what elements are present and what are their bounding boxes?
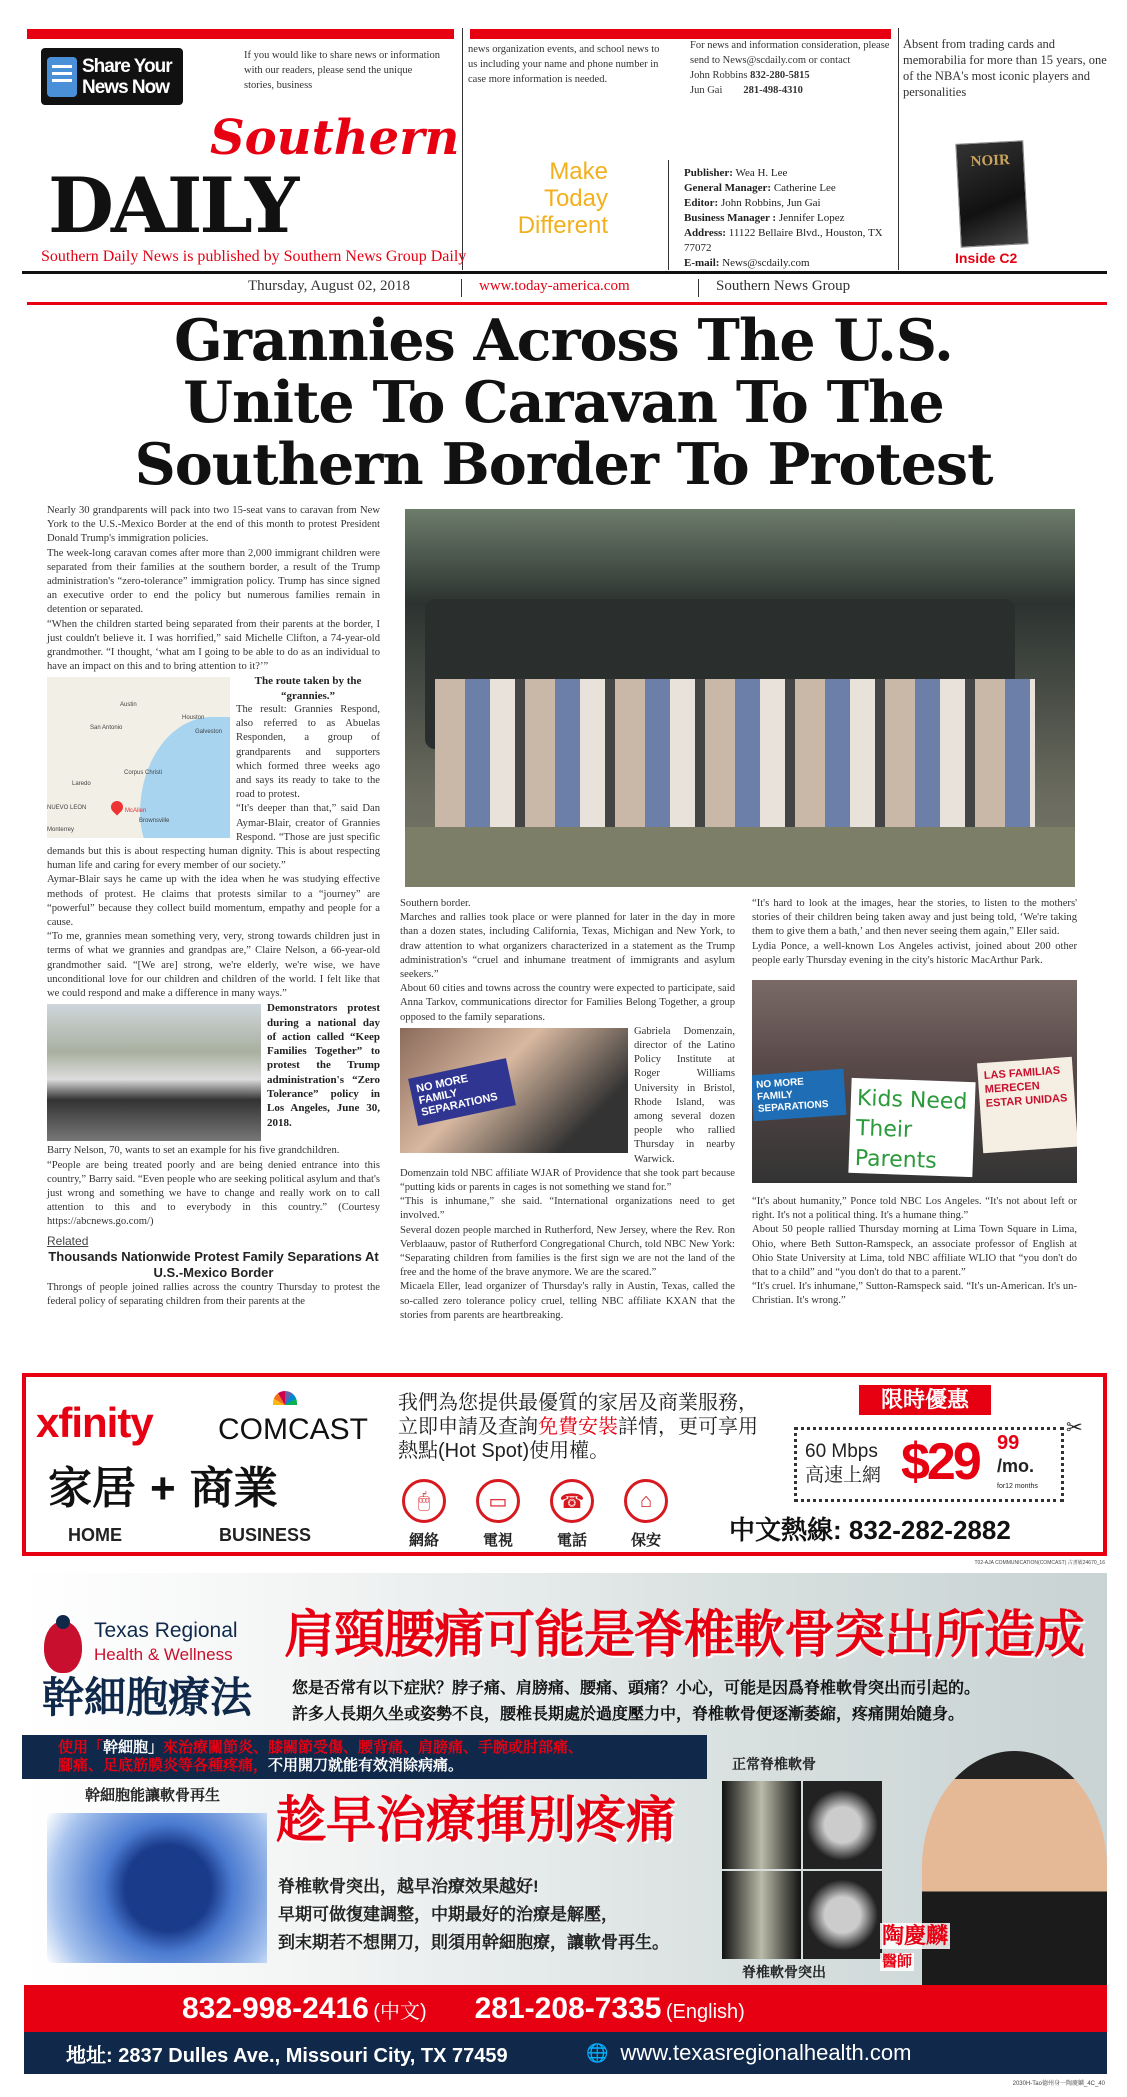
kids-need-parents-photo[interactable]: NO MORE FAMILY SEPARATIONS Kids Need Their Parents LAS FAMILIAS MERECEN ESTAR UNIDAS (752, 980, 1077, 1183)
map-pin-icon (109, 799, 126, 816)
related-label[interactable]: Related (47, 1233, 89, 1248)
protest-photo-la[interactable] (47, 1004, 261, 1141)
map-caption: The route taken by the “grannies.” (254, 675, 362, 702)
slogan: Make Today Different (517, 158, 608, 239)
service-icons: 🖱 網絡 ▭ 電視 ☎ 電話 ⌂ 保安 (402, 1479, 668, 1550)
promo-link[interactable]: Inside C2 (955, 250, 1018, 266)
related-title[interactable]: Thousands Nationwide Protest Family Separations At U.S.-Mexico Border (48, 1248, 379, 1280)
article-col3: “It's hard to look at the images, hear the stories, to listen to the mothers' stories of their children being taken away and just being told, ‘We're taking them to give them a bath,’ and then never seeing them again,” Eller said. Lydia Ponce, a well-known Los Angeles activist, joined about 200 other people early Thursday evening in the city's historic MacArthur Park. NO MORE FAMILY SEPARATIONS Kids Need Their Parents LAS FAMILIAS MERECEN ESTAR UNIDAS “It's about humanity,” Ponce told NBC Los Angeles. “It's not about left or right. It's not a political thing. It's a humane thing.” About 50 people rallied Thursday morning at Lima Town Square in Lima, Ohio, where Beth Sutton-Ramspeck, an associate professor of English at Ohio State University at Lima, told NBC affiliate WLIO that “you don't do that to a child” and “you don't do that to a parent.” “It's cruel. It's inhumane,” Sutton-Ramspeck said. “It's un-American. It's un-Christian. It's wrong.” (752, 898, 1077, 1307)
ad-code: 2030H-Tao德州身一陶慶麟_4C_40 (1012, 2081, 1105, 2087)
publisher-group: Southern News Group (716, 278, 851, 294)
date-rule (27, 302, 1107, 305)
nbc-peacock-icon (273, 1391, 297, 1405)
phone-icon: ☎ (550, 1479, 594, 1523)
message-icon (47, 57, 77, 97)
price-coupon: 60 Mbps 高速上網 $29 99 /mo. for12 months (794, 1427, 1064, 1502)
share-text-cont: news organization events, and school news to us including your name and phone number in case more information is needed. (468, 44, 660, 85)
staff-box: Publisher: Wea H. Lee General Manager: Catherine Lee Editor: John Robbins, Jun Gai Business Manager : Jennifer Lopez Address: 11122 Bellaire Blvd., Houston, TX 77072 E-mail: News@scdaily.com (684, 167, 883, 269)
texas-regional-logo-icon (44, 1621, 82, 1673)
grannies-group-photo[interactable] (405, 509, 1075, 887)
home-security-icon: ⌂ (624, 1479, 668, 1523)
globe-icon: 🌐 (586, 2042, 609, 2063)
share-text: If you would like to share news or information with our readers, please send the unique stories, business (244, 50, 440, 91)
promo-card-image[interactable]: NOIR (955, 140, 1028, 247)
mouse-icon: 🖱 (402, 1479, 446, 1523)
top-red-bar (27, 29, 454, 39)
promo-text: Absent from trading cards and memorabilia for more than 15 years, one of the NBA's most iconic players and personalities (903, 37, 1107, 99)
comcast-description: 我們為您提供最優質的家居及商業服務，立即申請及查詢免費安裝詳情，更可享用熱點(Hot Spot)使用權。 (398, 1392, 758, 1462)
article-col2: Southern border. Marches and rallies took place or were planned for later in the day in more than a dozen states, including California, Texas, Michigan and New York, to draw attention to what organizers characterized in a statement as the Trump administration's “cruel and inhumane treatment of immigrants and asylum seekers.” About 60 cities and towns across the country were expected to participate, said Anna Tarkov, communications director for Families Belong Together, a group opposed to the family separations. NO MORE FAMILY SEPARATIONS Gabriela Domenzain, director of the Latino Policy Institute at Roger Williams University in Bristol, Rhode Island, was among several dozen people who rallied Thursday in nearby Warwick. Domenzain told NBC affiliate WJAR of Providence that she took part because “putting kids or parents in cages is not something we stand for.” “This is inhumane,” she said. “International organizations need to get involved.” Several dozen people marched in Rutherford, New Jersey, where the Rev. Ron Verblaauw, pastor of Rutherford Congregational Church, told NBC New York: “Separating children from families is the first sign we are not the land of the free and the home of the brave anymore. We are the scared.” Micaela Eller, lead organizer of Thursday's rally in Austin, Texas, called the so-called zero tolerance policy cruel, telling NBC affiliate KXAN that the stories from parents are heartbreaking. (400, 898, 735, 1321)
website-link[interactable]: www.today-america.com (479, 278, 630, 294)
ad-code: T02-AJA COMMUNICATION(COMCAST) 古書敏24670_16 (974, 1560, 1105, 1566)
tagline: Southern Daily News is published by Southern News Group Daily (41, 248, 467, 265)
spine-images (722, 1781, 882, 1959)
article-col1: Nearly 30 grandparents will pack into two 15-seat vans to caravan from New York to the U.S.-Mexico Border at the end of this month to protest President Donald Trump's immigration policies. The week-long caravan comes after more than 2,000 immigrant children were separated from their families at the southern border, a result of the Trump administration's “zero-tolerance” immigration policy. Trump has since signed an executive order to end the policy but numerous families remain in detention or separated. “When the children started being separated from their parents at the border, I just couldn't believe it. I was horrified,” said Michelle Clifton, a 74-year-old grandmother. “I thought, ‘what am I going to be able to do as an individual to have an impact on this and to bring attention to it?’” Austin Houston San Antonio Galveston Corpus Christi Laredo NUEVO LEON McAllen Brownsville Monterrey The route taken by the “grannies.” The result: Grannies Respond, also referred to as Abuelas Responden, a group of grandparents and supporters which formed three weeks ago and says its ready to take to the road to protest. “It's deeper than that,” said Dan Aymar-Blair, creator of Grannies Respond. “Those are just specific demands but this is about respecting human dignity. This is about respecting human life and caring for every member of our society.” Aymar-Blair says he came up with the idea when he was studying effective methods of protest. He claims that protests similar to a “journey” are “powerful” because they collect build momentum, empathy and people for a cause. “To me, grannies mean something very, very, strong towards children just in terms of what we grannies and grandpas are,” Claire Nelson, a 66-year-old grandmother said. “[We are] strong, we're elderly, we're wise, we have unconditional love for our children and children of the world. I felt like that we could respond and make a difference in many ways.” Demonstrators protest during a national day of action called “Keep Families Together” to protest the Trump administration's “Zero Tolerance” policy in Los Angeles, June 30, 2018. Barry Nelson, 70, wants to set an example for his five grandchildren. “People are being treated poorly and are being denied entrance into this country,” Barry said. “Even people who are seeking political asylum and that's just wrong and something we have to change and really work on to call attention to this and to everybody in this country.” (Courtesy https://abcnews.go.com/) Related Thousands Nationwide Protest Family Separations At U.S.-Mexico Border Throngs of people joined rallies across the country Thursday to protest the federal policy of separating children from their parents at the (47, 504, 380, 1309)
article-col2-beside: Gabriela Domenzain, director of the Latino Policy Institute at Roger Williams University in Bristol, Rhode Island, was among several dozen people who rallied Thursday in nearby Warwick. (634, 1025, 735, 1165)
headline: Grannies Across The U.S. Unite To Caravan To The Southern Border To Protest (134, 307, 993, 498)
ad-body-text: 脊椎軟骨突出，越早治療效果越好! 早期可做復建調整，中期最好的治療是解壓， 到末期若不想開刀，則須用幹細胞療，讓軟骨再生。 (278, 1877, 669, 1952)
no-more-separations-photo[interactable]: NO MORE FAMILY SEPARATIONS (400, 1028, 628, 1153)
stem-cell-image (47, 1813, 267, 1963)
related-text: Throngs of people joined rallies across the country Thursday to protest the federal policy of separating children from their parents at the (47, 1281, 380, 1307)
share-news-badge[interactable]: Share Your News Now (41, 48, 183, 105)
issue-date: Thursday, August 02, 2018 (248, 278, 410, 294)
doctor-photo (922, 1751, 1107, 1985)
comcast-ad[interactable]: xfinity COMCAST 家居 + 商業 HOME BUSINESS 我們為您提供最優質的家居及商業服務，立即申請及查詢免費安裝詳情，更可享用熱點(Hot Spot)使用權。 🖱 網絡 ▭ 電視 ☎ 電話 ⌂ 保安 限時優惠 60 Mbps 高速上網 $29 99 /mo. for12 months ✂ 中文熱線: 832-282-2882 (22, 1373, 1107, 1556)
scissors-icon: ✂ (1066, 1417, 1083, 1439)
masthead-rule (22, 271, 1107, 274)
conditions-banner: 使用「幹細胞」來治療關節炎、膝關節受傷、腰背痛、肩膀痛、手腕或肘部痛、 腳痛、足底筋膜炎等各種疼痛，不用開刀就能有效消除病痛。 (22, 1735, 707, 1779)
red-phone-bar: 832-998-2416 (中文) 281-208-7335 (English) (24, 1985, 1107, 2032)
divider (668, 160, 669, 270)
divider (898, 28, 899, 270)
protest-photo-caption: Demonstrators protest during a national day of action called “Keep Families Together” to protest the Trump administration's “Zero Tolerance” policy in Los Angeles, June 30, 2018. (267, 1002, 380, 1129)
tv-icon: ▭ (476, 1479, 520, 1523)
contact-box: For news and information consideration, please send to News@scdaily.com or contact John Robbins 832-280-5815 Jun Gai 281-498-4310 (690, 40, 890, 96)
navy-address-bar: 地址: 2837 Dulles Ave., Missouri City, TX 77459 🌐 www.texasregionalhealth.com (24, 2032, 1107, 2074)
texas-regional-ad[interactable]: Texas Regional Health & Wellness 幹細胞療法 肩頸腰痛可能是脊椎軟骨突出所造成 您是否常有以下症狀？脖子痛、肩膀痛、腰痛、頭痛？小心，可能是因爲脊椎軟骨突出而引起的。 許多人長期久坐或姿勢不良，腰椎長期處於過度壓力中，脊椎軟骨便逐漸萎縮，疼痛開始隨身。 使用「幹細胞」來治療關節炎、膝關節受傷、腰背痛、肩膀痛、手腕或肘部痛、 腳痛、足底筋膜炎等各種疼痛，不用開刀就能有效消除病痛。 幹細胞能讓軟骨再生 趁早治療揮別疼痛 脊椎軟骨突出，越早治療效果越好! 早期可做復建調整，中期最好的治療是解壓， 到末期若不想開刀，則須用幹細胞療，讓軟骨再生。 正常脊椎軟骨 脊椎軟骨突出 陶慶麟 醫師 (22, 1573, 1107, 1985)
logo: Southern DAILY Make Today Different (48, 110, 608, 250)
route-map[interactable]: Austin Houston San Antonio Galveston Corpus Christi Laredo NUEVO LEON McAllen Brownsville Monterrey (47, 677, 230, 838)
